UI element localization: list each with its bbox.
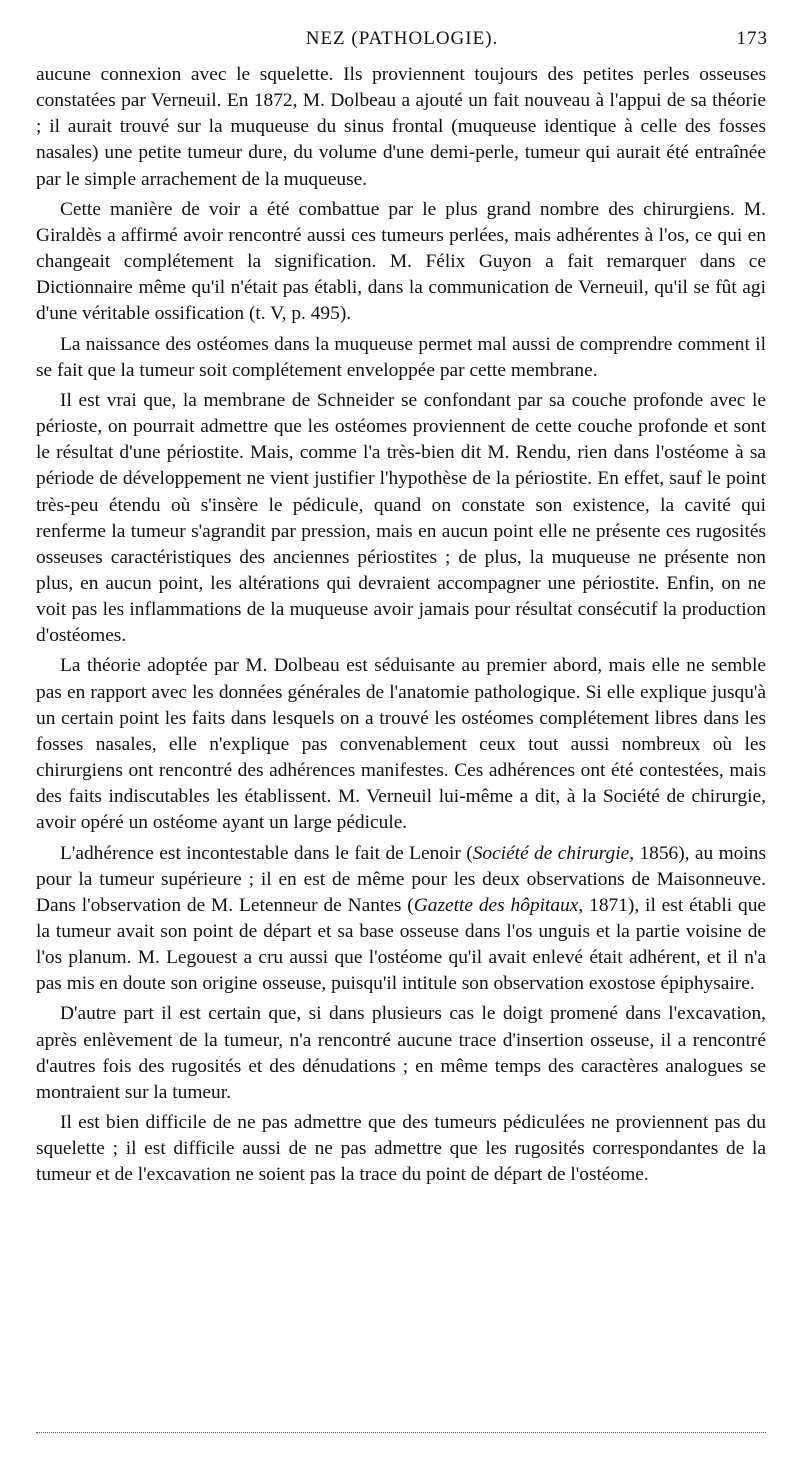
text-run: La théorie adoptée par M. Dolbeau est séduisante au premier abord, mais elle ne semble pas en rapport avec les données générales de l'anatomie pathologique. Si elle explique jusqu'à un certain point les faits dans lesquels on a trouvé les ostéomes complétement libres dans les fosses nasales, elle n'explique pas convenablement ceux tout aussi nombreux où les chirurgiens ont rencontré des adhérences manifestes. Ces adhérences ont été contestées, mais des faits indiscutables les établissent. M. Verneuil lui-même a dit, à la Société de chirurgie, avoir opéré un ostéome ayant un large pédicule. (36, 655, 766, 834)
paragraph (36, 1110, 766, 1188)
running-title: NEZ (PATHOLOGIE). (305, 28, 499, 49)
running-header (36, 28, 768, 52)
paragraph (36, 197, 766, 328)
text-run: D'autre part il est certain que, si dans plusieurs cas le doigt promené dans l'excavation, après enlèvement de la tumeur, n'a rencontré aucune trace d'insertion osseuse, il a rencontré d'autres fois des rugosités et des dénudations ; en même temps des caractères analogues se montraient sur la tumeur. (36, 1003, 766, 1103)
footer-rule (36, 1432, 766, 1433)
paragraph (36, 332, 766, 384)
citation-title: Gazette des hôpitaux (413, 894, 579, 916)
citation-title: Société de chirurgie (472, 842, 630, 864)
page-number: 173 (736, 28, 768, 49)
paragraph (36, 62, 766, 193)
text-run: aucune connexion avec le squelette. Ils proviennent toujours des petites perles osseuses constatées par Verneuil. En 1872, M. Dolbeau a ajouté un fait nouveau à l'appui de sa théorie ; il aurait trouvé sur la muqueuse du sinus frontal (muqueuse identique à celle des fosses nasales) une petite tumeur dure, du volume d'une demi-perle, tumeur qui aurait été entraînée par le simple arrachement de la muqueuse. (36, 64, 766, 190)
paragraph (36, 388, 766, 650)
text-run: Il est bien difficile de ne pas admettre que des tumeurs pédiculées ne proviennent pas du squelette ; il est difficile aussi de ne pas admettre que les rugosités correspondantes de la tumeur et de l'excavation ne soient pas la trace du point de départ de l'ostéome. (36, 1112, 766, 1186)
body-text (36, 62, 766, 1189)
paragraph (36, 841, 766, 998)
paragraph (36, 1001, 766, 1106)
text-run: , 1871), il est établi que la tumeur avait son point de départ et sa base osseuse dans l'os unguis et la partie voisine de l'os planum. M. Legouest a cru aussi que l'ostéome qu'il avait enlevé était adhérent, et il n'a pas mis en doute son origine osseuse, puisqu'il intitule son observation exostose épiphysaire. (36, 894, 766, 995)
text-run: Cette manière de voir a été combattue par le plus grand nombre des chirurgiens. M. Giraldès a affirmé avoir rencontré aussi ces tumeurs perlées, mais adhérentes à l'os, ce qui en changeait complétement la signification. M. Félix Guyon a fait remarquer dans ce Dictionnaire même qu'il n'était pas établi, dans la communication de Verneuil, qu'il se fût agi d'une véritable ossification (t. V, p. 495). (36, 198, 766, 325)
text-run: , 1856), au moins pour la tumeur supérieure ; il en est de même pour les deux observations de Maisonneuve. Dans l'observation de M. Letenneur de Nantes ( (36, 842, 767, 916)
text-run: Il est vrai que, la membrane de Schneider se confondant par sa couche profonde avec le périoste, on pourrait admettre que les ostéomes proviennent de cette couche profonde et sont le résultat d'une périostite. Mais, comme l'a très-bien dit M. Rendu, rien dans l'ostéome à sa période de développement ne vient justifier l'hypothèse de la périostite. En effet, sauf le point très-peu étendu où s'insère le pédicule, quand on constate son existence, la cavité qui renferme la tumeur s'agrandit par pression, mais en aucun point elle ne présente ces rugosités osseuses caractéristiques des anciennes périostites ; de plus, la muqueuse ne présente non plus, en aucun point, les altérations qui devraient accompagner une périostite. Enfin, on ne voit pas les inflammations de la muqueuse avoir jamais pour résultat consécutif la production d'ostéomes. (36, 389, 766, 647)
text-run: L'adhérence est incontestable dans le fait de Lenoir ( (60, 842, 473, 864)
text-run: La naissance des ostéomes dans la muqueuse permet mal aussi de comprendre comment il se fait que la tumeur soit complétement enveloppée par cette membrane. (36, 333, 766, 381)
paragraph (36, 653, 766, 836)
